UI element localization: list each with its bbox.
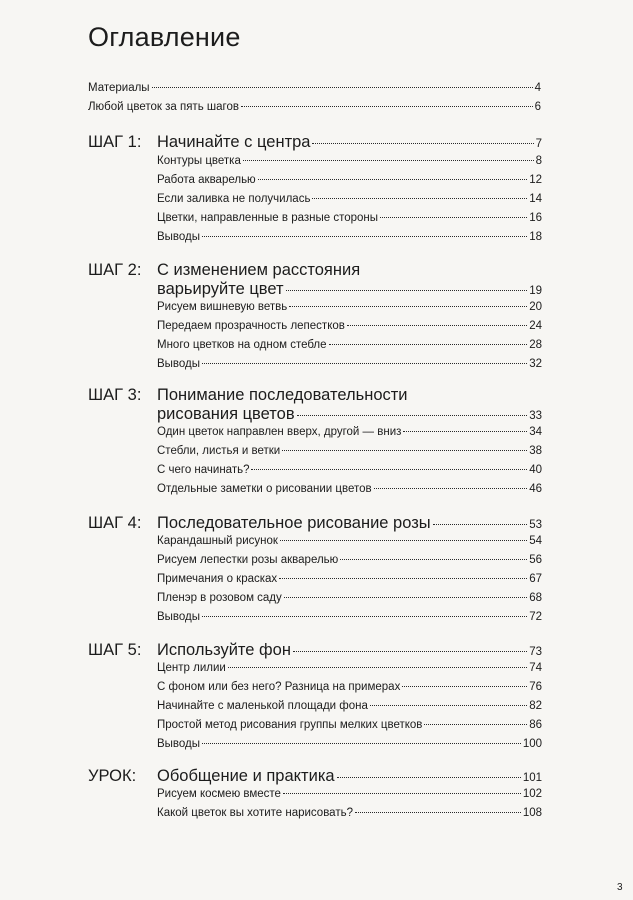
toc-entry[interactable]: [157, 192, 542, 206]
toc-entry-label: Рисуем космею вместе: [157, 788, 281, 800]
toc-entry-page: 34: [529, 426, 542, 438]
dot-leader: [202, 363, 527, 364]
dot-leader: [280, 540, 527, 541]
toc-entry-page: 4: [534, 82, 541, 94]
toc-entry[interactable]: [157, 211, 542, 225]
dot-leader: [312, 143, 533, 144]
dot-leader: [279, 578, 527, 579]
toc-entry-label: Один цветок направлен вверх, другой — вниз: [157, 426, 402, 438]
section-title: рисования цветов: [157, 405, 295, 423]
dot-leader: [424, 724, 527, 725]
toc-entry-page: 46: [529, 483, 542, 495]
toc-entry-page: 100: [522, 738, 542, 750]
toc-entry-page: 16: [529, 212, 542, 224]
section-page: 73: [529, 646, 542, 658]
section-title-line1: Понимание последовательности: [157, 386, 408, 404]
toc-entry-label: Любой цветок за пять шагов: [88, 101, 239, 113]
toc-entry-page: 74: [529, 662, 542, 674]
toc-entry-label: Отдельные заметки о рисовании цветов: [157, 483, 372, 495]
dot-leader: [258, 179, 528, 180]
toc-entry-page: 67: [529, 573, 542, 585]
toc-entry-label: Пленэр в розовом саду: [157, 592, 282, 604]
toc-entry-label: Рисуем лепестки розы акварелью: [157, 554, 339, 566]
toc-entry-page: 24: [529, 320, 542, 332]
section-title: Начинайте с центра: [157, 133, 311, 151]
dot-leader: [202, 743, 521, 744]
toc-entry-label: Начинайте с маленькой площади фона: [157, 700, 368, 712]
dot-leader: [286, 290, 528, 291]
toc-entry-label: С чего начинать?: [157, 464, 250, 476]
toc-entry-label: Примечания о красках: [157, 573, 278, 585]
dot-leader: [402, 686, 527, 687]
dot-leader: [283, 793, 521, 794]
toc-entry-page: 72: [529, 611, 542, 623]
dot-leader: [347, 325, 527, 326]
toc-entry[interactable]: [157, 591, 542, 605]
toc-entry-label: Цветки, направленные в разные стороны: [157, 212, 379, 224]
dot-leader: [337, 777, 521, 778]
dot-leader: [340, 559, 527, 560]
toc-entry-page: 12: [529, 174, 542, 186]
dot-leader: [152, 87, 533, 88]
dot-leader: [433, 524, 528, 525]
section-page: 19: [529, 285, 542, 297]
toc-entry[interactable]: [157, 338, 542, 352]
section-prefix: ШАГ 2:: [88, 261, 142, 279]
toc-entry[interactable]: [157, 173, 542, 187]
section-prefix: ШАГ 1:: [88, 133, 142, 151]
dot-leader: [228, 667, 527, 668]
toc-entry-page: 28: [529, 339, 542, 351]
section-title-step-5[interactable]: [157, 640, 542, 662]
toc-entry-page: 54: [529, 535, 542, 547]
dot-leader: [293, 651, 527, 652]
toc-entry-label: Выводы: [157, 231, 201, 243]
toc-entry[interactable]: [157, 737, 542, 751]
toc-entry-label: Какой цветок вы хотите нарисовать?: [157, 807, 353, 819]
dot-leader: [243, 160, 534, 161]
toc-entry-page: 18: [529, 231, 542, 243]
toc-entry[interactable]: [157, 534, 542, 548]
toc-entry[interactable]: [157, 357, 542, 371]
toc-entry-label: Стебли, листья и ветки: [157, 445, 281, 457]
toc-entry-page: 76: [529, 681, 542, 693]
toc-entry-label: Много цветков на одном стебле: [157, 339, 327, 351]
toc-entry-label: Выводы: [157, 611, 201, 623]
toc-entry[interactable]: [157, 572, 542, 586]
toc-entry-label: Карандашный рисунок: [157, 535, 278, 547]
toc-entry-page: 56: [529, 554, 542, 566]
toc-entry-page: 82: [529, 700, 542, 712]
section-title-line1: С изменением расстояния: [157, 261, 361, 279]
toc-entry[interactable]: [157, 806, 542, 820]
dot-leader: [202, 616, 527, 617]
section-prefix: ШАГ 4:: [88, 514, 142, 532]
toc-entry-page: 40: [529, 464, 542, 476]
dot-leader: [289, 306, 527, 307]
dot-leader: [282, 450, 527, 451]
toc-entry[interactable]: [157, 230, 542, 244]
toc-entry-page: 32: [529, 358, 542, 370]
toc-entry-page: 6: [534, 101, 541, 113]
dot-leader: [329, 344, 528, 345]
dot-leader: [374, 488, 528, 489]
toc-entry-page: 20: [529, 301, 542, 313]
dot-leader: [297, 415, 528, 416]
toc-entry[interactable]: [157, 680, 542, 694]
section-prefix: ШАГ 3:: [88, 386, 142, 404]
toc-entry-page: 68: [529, 592, 542, 604]
dot-leader: [202, 236, 527, 237]
toc-entry[interactable]: [157, 425, 542, 439]
section-title-step-1[interactable]: [157, 132, 542, 154]
toc-entry-page: 14: [529, 193, 542, 205]
toc-entry-label: Работа акварелью: [157, 174, 256, 186]
toc-entry[interactable]: [157, 610, 542, 624]
section-page: 53: [529, 519, 542, 531]
section-title-lesson[interactable]: [157, 766, 542, 788]
toc-entry[interactable]: [157, 463, 542, 477]
toc-entry-label: С фоном или без него? Разница на примерах: [157, 681, 401, 693]
toc-entry-page: 86: [529, 719, 542, 731]
toc-entry-label: Выводы: [157, 738, 201, 750]
dot-leader: [380, 217, 527, 218]
toc-entry[interactable]: [157, 661, 542, 675]
toc-entry[interactable]: [157, 444, 542, 458]
dot-leader: [241, 106, 533, 107]
section-title-step-4[interactable]: [157, 513, 542, 535]
toc-entry-materials[interactable]: [88, 81, 541, 95]
dot-leader: [312, 198, 527, 199]
toc-entry[interactable]: [157, 154, 542, 168]
section-title-step-3[interactable]: [157, 404, 542, 426]
toc-entry[interactable]: [157, 482, 542, 496]
section-title-step-2[interactable]: [157, 279, 542, 301]
section-page: 101: [522, 772, 542, 784]
section-title: варьируйте цвет: [157, 280, 284, 298]
toc-entry-label: Если заливка не получилась: [157, 193, 311, 205]
toc-entry[interactable]: [157, 718, 542, 732]
toc-entry-page: 102: [522, 788, 542, 800]
toc-entry[interactable]: [157, 787, 542, 801]
toc-entry-label: Выводы: [157, 358, 201, 370]
toc-entry-page: 38: [529, 445, 542, 457]
toc-entry-label: Контуры цветка: [157, 155, 241, 167]
toc-entry-page: 8: [535, 155, 542, 167]
dot-leader: [284, 597, 527, 598]
dot-leader: [251, 469, 527, 470]
toc-entry-label: Материалы: [88, 82, 150, 94]
toc-entry-label: Центр лилии: [157, 662, 226, 674]
toc-entry-label: Рисуем вишневую ветвь: [157, 301, 288, 313]
toc-entry[interactable]: [157, 699, 542, 713]
toc-entry-label: Простой метод рисования группы мелких цветков: [157, 719, 423, 731]
page-title: Оглавление: [88, 22, 241, 52]
section-title: Используйте фон: [157, 641, 291, 659]
toc-entry-page: 108: [522, 807, 542, 819]
section-page: 7: [535, 138, 542, 150]
section-title: Последовательное рисование розы: [157, 514, 431, 532]
toc-entry-five-steps[interactable]: [88, 100, 541, 114]
section-prefix: ШАГ 5:: [88, 641, 142, 659]
dot-leader: [370, 705, 527, 706]
page-number: 3: [617, 882, 623, 893]
toc-entry[interactable]: [157, 553, 542, 567]
dot-leader: [403, 431, 527, 432]
toc-entry-label: Передаем прозрачность лепестков: [157, 320, 345, 332]
section-page: 33: [529, 410, 542, 422]
toc-entry[interactable]: [157, 319, 542, 333]
toc-entry[interactable]: [157, 300, 542, 314]
dot-leader: [355, 812, 521, 813]
section-prefix: УРОК:: [88, 767, 137, 785]
section-title: Обобщение и практика: [157, 767, 335, 785]
